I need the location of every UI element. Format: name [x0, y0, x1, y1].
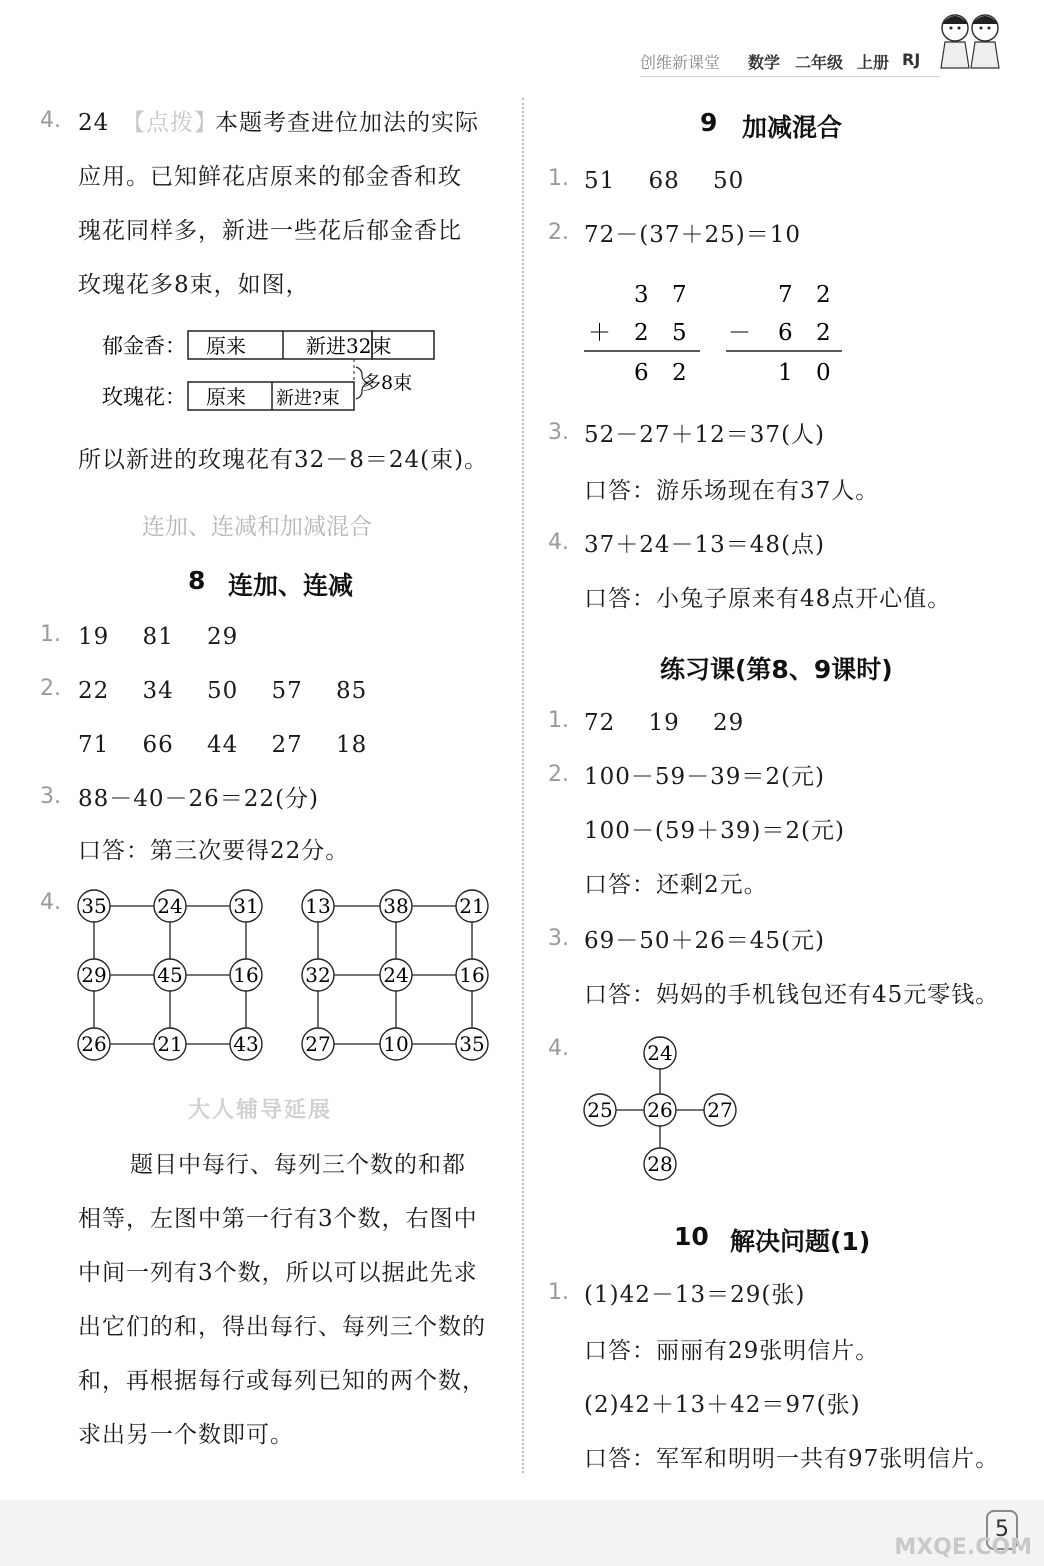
header-volume: 上册 [857, 53, 890, 72]
rose-original: 原来 [206, 385, 246, 409]
s8-q3-answer: 口答：第三次要得22分。 [78, 838, 350, 864]
number-grid-right [296, 888, 496, 1064]
svg-text:2: 2 [816, 320, 831, 346]
grid-node-value: 27 [305, 1032, 331, 1056]
s10-q1a: (1)42－13＝29(张) [584, 1282, 806, 1308]
q4-text-line2: 应用。已知鲜花店原来的郁金香和玫 [78, 164, 462, 190]
number-grid-left [74, 888, 270, 1064]
grid-node-value: 21 [157, 1032, 183, 1056]
extension-title: 大人辅导延展 [188, 1098, 333, 1123]
s9-q2: 72－(37＋25)＝10 [584, 222, 802, 248]
extension-text-3: 中间一列有3个数，所以可以据此先求 [78, 1260, 478, 1286]
s10-q1a-answer: 口答：丽丽有29张明信片。 [584, 1338, 880, 1364]
cross-node-value: 25 [587, 1098, 613, 1122]
svg-text:5: 5 [672, 320, 687, 346]
q4-text-line1: 本题考查进位加法的实际 [215, 110, 479, 136]
s10-q1b: (2)42＋13＋42＝97(张) [584, 1392, 861, 1418]
cross-node-value: 26 [647, 1098, 673, 1122]
question-number: 2. [548, 220, 569, 245]
grid-node-value: 38 [383, 894, 409, 918]
s9-q4-answer: 口答：小兔子原来有48点开心值。 [584, 586, 952, 612]
header-subject: 数学 [748, 53, 781, 72]
cross-node-value: 24 [647, 1041, 673, 1065]
question-number: 4. [548, 530, 569, 555]
section-8-title: 连加、连减 [228, 571, 354, 600]
svg-text:3: 3 [634, 282, 649, 308]
grid-node-value: 32 [305, 963, 331, 987]
question-number: 1. [548, 166, 569, 191]
question-number: 3. [548, 420, 569, 445]
s8-q3: 88－40－26＝22(分) [78, 786, 320, 812]
question-number: 3. [40, 784, 61, 809]
svg-text:7: 7 [672, 282, 687, 308]
p-q1: 72 19 29 [584, 710, 745, 736]
p-q3-answer: 口答：妈妈的手机钱包还有45元零钱。 [584, 982, 1000, 1008]
header-grade: 二年级 [795, 53, 844, 72]
tulip-original: 原来 [206, 334, 246, 358]
tulip-new: 新进32束 [306, 334, 392, 358]
grid-node-value: 13 [305, 894, 331, 918]
svg-text:6: 6 [634, 360, 649, 386]
grid-node-value: 24 [383, 963, 409, 987]
extension-text-5: 和，再根据每行或每列已知的两个数， [78, 1368, 486, 1394]
q4-text-line3: 瑰花同样多，新进一些花后郁金香比 [78, 218, 462, 244]
grid-node-value: 45 [157, 963, 183, 987]
rose-label: 玫瑰花： [102, 385, 186, 409]
header-edition: RJ [902, 50, 921, 69]
grid-node-value: 35 [459, 1032, 485, 1056]
svg-text:2: 2 [634, 320, 649, 346]
tip-label: 【点拨】 [122, 110, 218, 136]
extension-text-6: 求出另一个数即可。 [78, 1422, 294, 1448]
svg-text:＋: ＋ [588, 320, 611, 346]
s9-q4: 37＋24－13＝48(点) [584, 532, 826, 558]
page-number: 5 [986, 1510, 1018, 1550]
svg-text:6: 6 [778, 320, 793, 346]
grid-node-value: 10 [383, 1032, 409, 1056]
p-q3: 69－50＋26＝45(元) [584, 928, 826, 954]
grid-node-value: 43 [233, 1032, 259, 1056]
s8-q1: 19 81 29 [78, 624, 239, 650]
rose-new: 新进?束 [276, 388, 340, 409]
question-number: 2. [40, 676, 61, 701]
svg-text:2: 2 [672, 360, 687, 386]
vertical-addition [580, 278, 710, 390]
question-number: 4. [40, 890, 61, 915]
tulip-label: 郁金香： [102, 334, 186, 358]
vertical-subtraction [722, 278, 852, 390]
cross-diagram [578, 1034, 748, 1184]
cross-node-value: 27 [707, 1098, 733, 1122]
header-rule [640, 76, 940, 77]
grid-node-value: 24 [157, 894, 183, 918]
grid-node-value: 26 [81, 1032, 107, 1056]
p-q2a: 100－59－39＝2(元) [584, 764, 826, 790]
column-divider [522, 98, 524, 1473]
svg-text:－: － [728, 320, 751, 346]
svg-text:7: 7 [778, 282, 793, 308]
p-q2b: 100－(59＋39)＝2(元) [584, 818, 845, 844]
question-number: 4. [548, 1036, 569, 1061]
q4-text-line4: 玫瑰花多8束，如图， [78, 272, 310, 298]
svg-text:2: 2 [816, 282, 831, 308]
bottom-band [0, 1500, 1044, 1566]
question-number: 1. [548, 708, 569, 733]
mascot-kids-icon [925, 6, 1015, 78]
grid-node-value: 29 [81, 963, 107, 987]
q4-answer: 24 [78, 110, 110, 136]
grid-node-value: 16 [459, 963, 485, 987]
practice-title: 练习课(第8、9课时) [660, 655, 893, 684]
q4-conclusion: 所以新进的玫瑰花有32－8＝24(束)。 [78, 447, 489, 473]
p-q2-answer: 口答：还剩2元。 [584, 872, 768, 898]
question-number: 3. [548, 926, 569, 951]
question-number: 1. [548, 1280, 569, 1305]
header-brand: 创维新课堂 [640, 53, 721, 72]
watermark: MXQE.COM [894, 1535, 1032, 1560]
s8-q2b: 71 66 44 27 18 [78, 732, 368, 758]
svg-text:0: 0 [816, 360, 831, 386]
section-8-number: 8 [188, 566, 206, 595]
grid-node-value: 31 [233, 894, 259, 918]
cross-node-value: 28 [647, 1152, 673, 1176]
s9-q3: 52－27＋12＝37(人) [584, 422, 826, 448]
unit-title: 连加、连减和加减混合 [142, 514, 372, 540]
question-number: 4. [40, 108, 61, 133]
extension-text-4: 出它们的和，得出每行、每列三个数的 [78, 1314, 486, 1340]
extension-text-2: 相等，左图中第一行有3个数，右图中 [78, 1206, 478, 1232]
grid-node-value: 35 [81, 894, 107, 918]
extension-text-1: 题目中每行、每列三个数的和都 [130, 1152, 466, 1178]
brace-label: 多8束 [362, 372, 413, 394]
s9-q1: 51 68 50 [584, 168, 745, 194]
section-10-number: 10 [674, 1222, 709, 1251]
grid-node-value: 16 [233, 963, 259, 987]
grid-node-value: 21 [459, 894, 485, 918]
segment-diagram [100, 325, 440, 415]
section-10-title: 解决问题(1) [730, 1227, 871, 1256]
svg-text:1: 1 [778, 360, 793, 386]
question-number: 2. [548, 762, 569, 787]
section-9-title: 加减混合 [742, 113, 843, 142]
s10-q1b-answer: 口答：军军和明明一共有97张明信片。 [584, 1446, 1000, 1472]
s8-q2a: 22 34 50 57 85 [78, 678, 368, 704]
s9-q3-answer: 口答：游乐场现在有37人。 [584, 478, 880, 504]
section-9-number: 9 [700, 108, 718, 137]
question-number: 1. [40, 622, 61, 647]
